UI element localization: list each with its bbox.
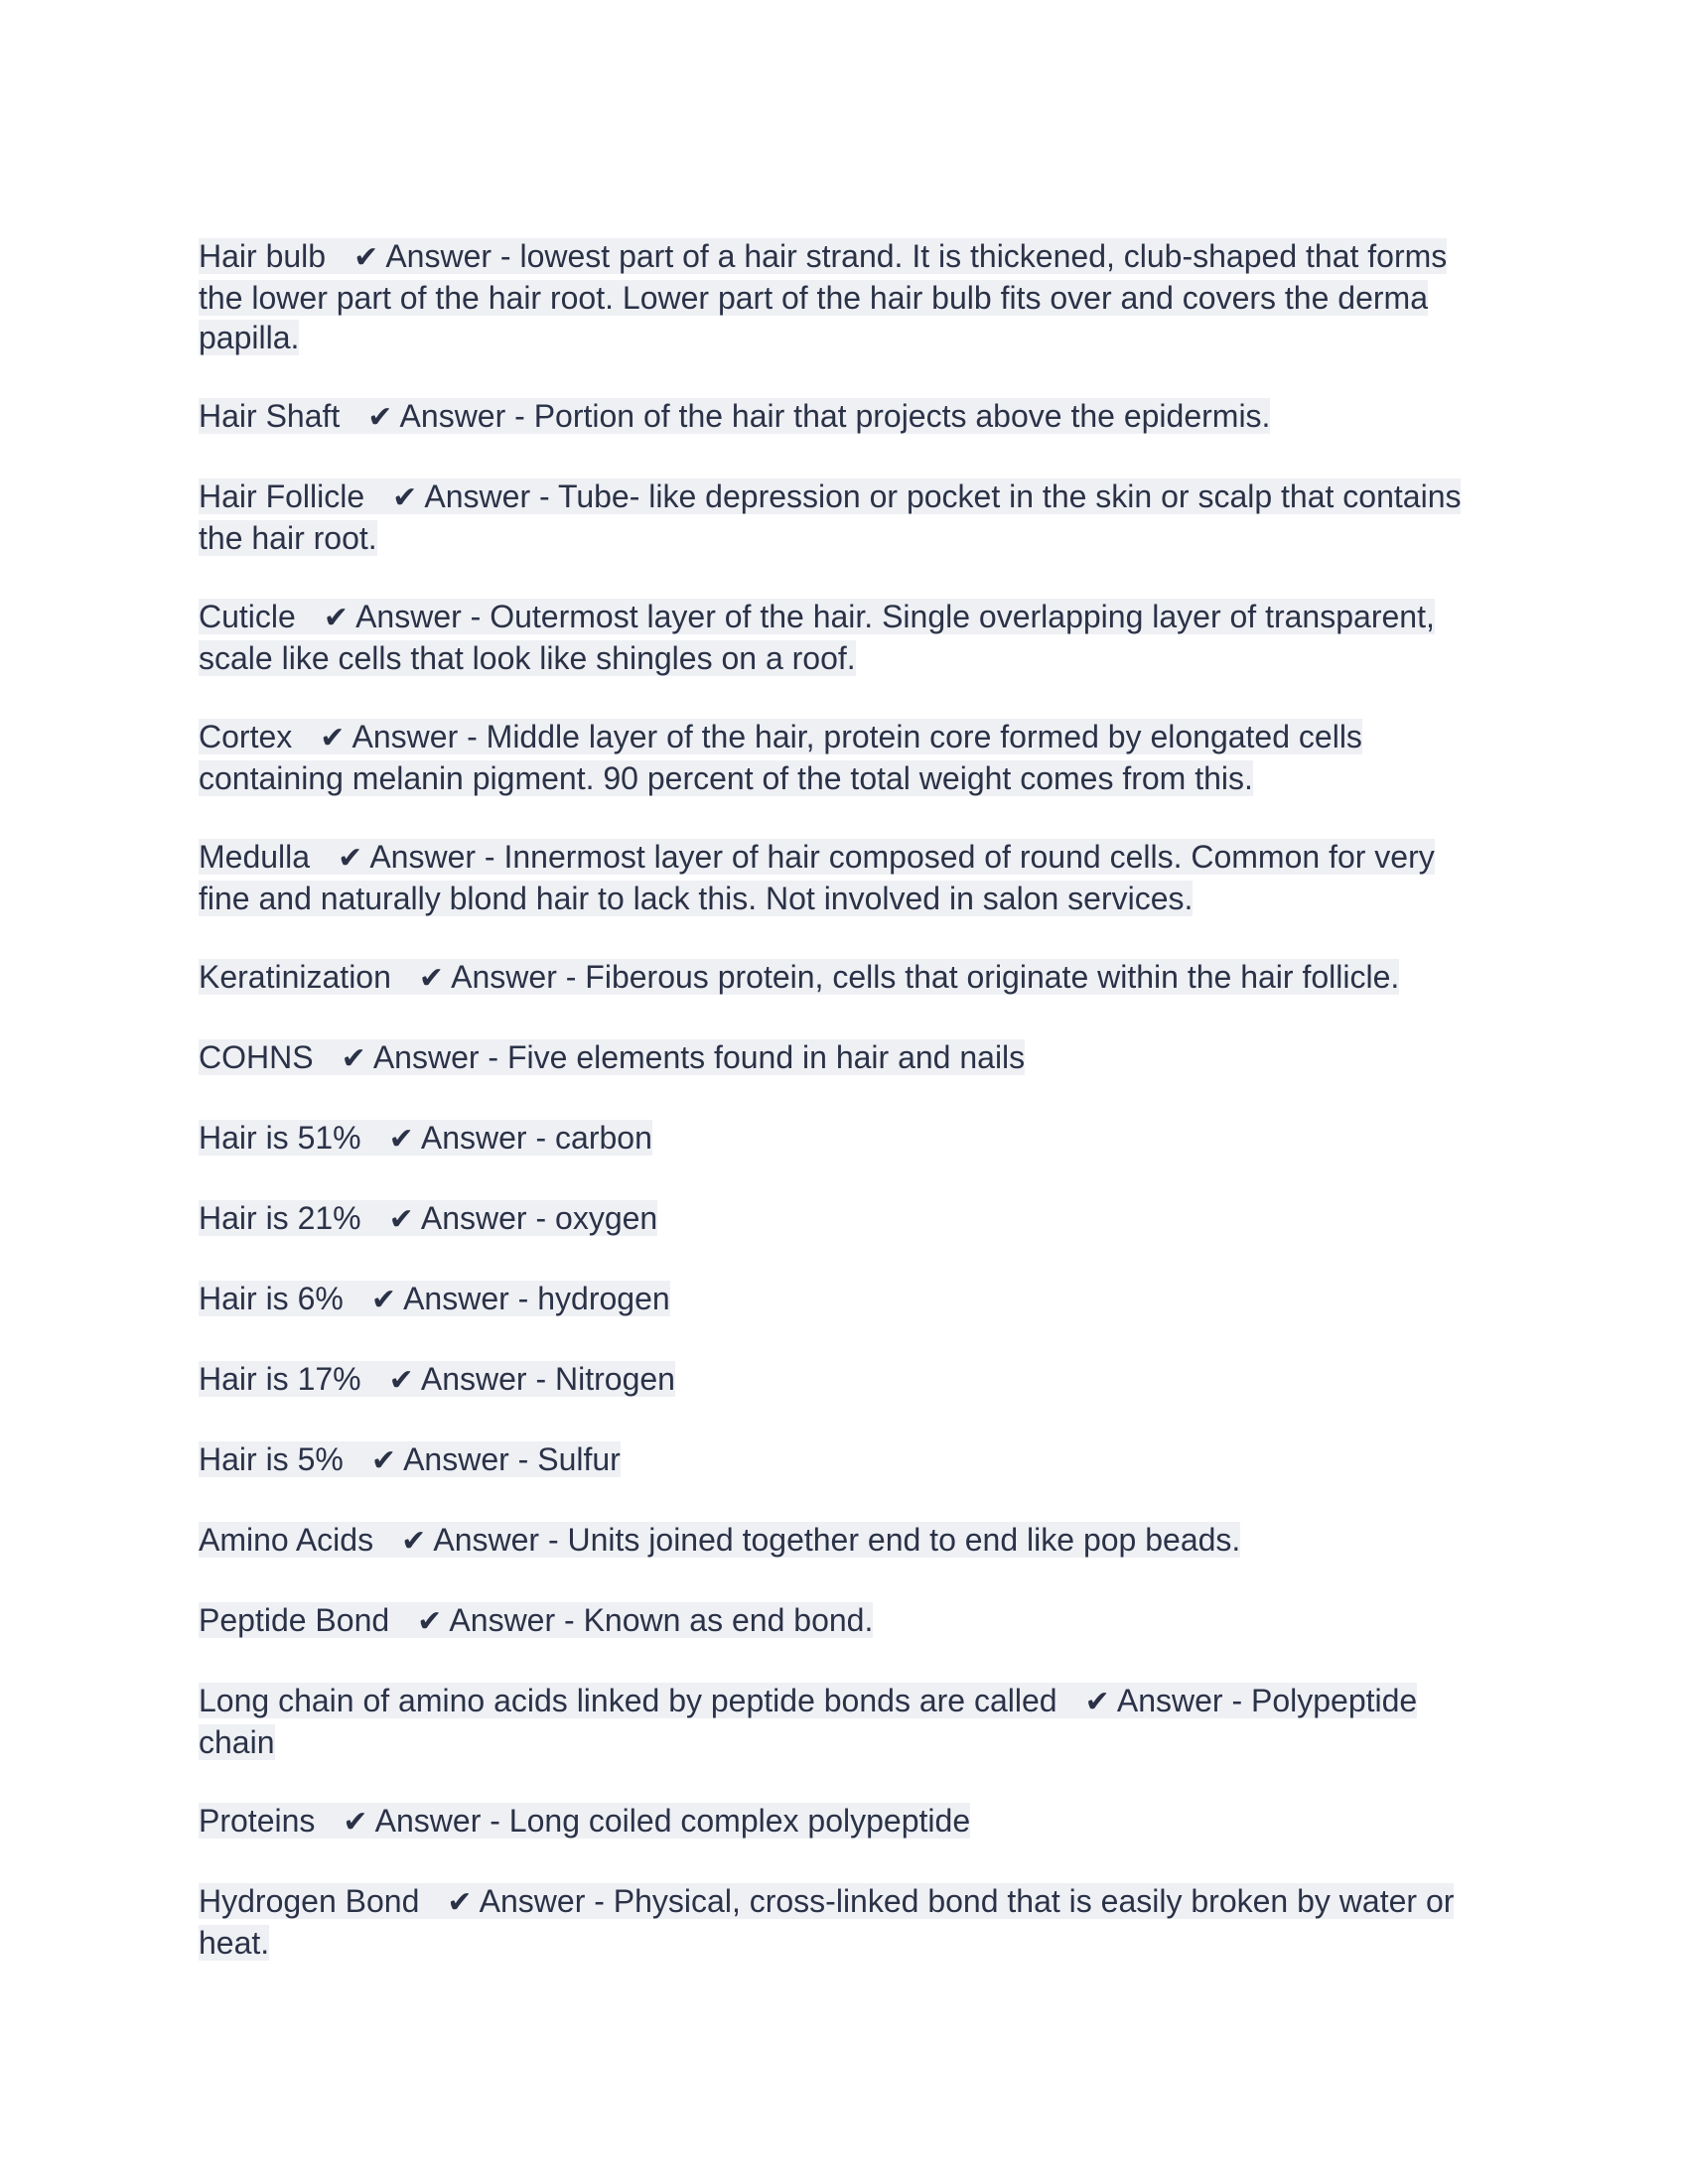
entry-answer: Answer - Sulfur [403, 1441, 621, 1477]
entry-answer: Answer - Five elements found in hair and nails [372, 1039, 1026, 1075]
entry-hair-oxygen [199, 1198, 1489, 1240]
entry-term: Hair is 5% [199, 1441, 344, 1477]
entry-term: Hair Follicle [199, 478, 365, 514]
check-icon: ✔ [341, 1041, 366, 1076]
entry-term: Proteins [199, 1803, 316, 1839]
entry-answer: Answer - Fiberous protein, cells that originate within the hair follicle. [451, 959, 1400, 995]
entry-hydrogen-bond [199, 1881, 1489, 1963]
entry-keratinization [199, 957, 1489, 999]
entry-answer: Answer - Physical, cross-linked bond that is easily broken by water or heat. [199, 1883, 1455, 1961]
entry-term: Amino Acids [199, 1522, 374, 1558]
entry-term: Medulla [199, 839, 311, 875]
entry-cortex [199, 717, 1489, 798]
entry-answer: Answer - Middle layer of the hair, protein core formed by elongated cells containing melanin pigment. 90 percent of the total weight comes from this. [199, 719, 1362, 796]
entry-answer: Answer - Nitrogen [420, 1361, 675, 1397]
check-icon: ✔ [320, 721, 346, 755]
entry-term: Cortex [199, 719, 293, 754]
entry-hair-follicle [199, 477, 1489, 558]
check-icon: ✔ [417, 1604, 443, 1639]
entry-answer: Answer - Polypeptide chain [199, 1683, 1418, 1760]
entry-term: Hair is 17% [199, 1361, 361, 1397]
entry-answer: Answer - Innermost layer of hair composed of round cells. Common for very fine and naturally blond hair to lack this. Not involved in salon services. [199, 839, 1435, 916]
check-icon: ✔ [370, 1283, 396, 1317]
entry-term: COHNS [199, 1039, 314, 1075]
check-icon: ✔ [401, 1524, 427, 1559]
check-icon: ✔ [418, 961, 445, 996]
entry-answer: Answer - Known as end bond. [449, 1602, 874, 1638]
entry-term: Hair is 51% [199, 1120, 361, 1156]
entry-term: Peptide Bond [199, 1602, 390, 1638]
entry-peptide-bond [199, 1600, 1489, 1642]
entry-term: Cuticle [199, 599, 296, 634]
entry-answer: Answer - lowest part of a hair strand. It is thickened, club-shaped that forms the lower part of the hair root. Lower part of the hair bulb fits over and covers the derma papilla. [199, 238, 1448, 355]
check-icon: ✔ [447, 1885, 473, 1920]
entry-hair-shaft [199, 396, 1489, 438]
entry-answer: Answer - Long coiled complex polypeptide [374, 1803, 971, 1839]
entry-cuticle [199, 597, 1489, 678]
entry-amino-acids [199, 1520, 1489, 1562]
check-icon: ✔ [338, 841, 363, 876]
entry-hair-carbon [199, 1118, 1489, 1160]
entry-hair-hydrogen [199, 1279, 1489, 1320]
entry-term: Hair bulb [199, 238, 327, 274]
entry-term: Hydrogen Bond [199, 1883, 420, 1919]
check-icon: ✔ [343, 1805, 368, 1840]
check-icon: ✔ [367, 400, 393, 435]
entry-answer: Answer - Units joined together end to end like pop beads. [433, 1522, 1241, 1558]
entry-term: Keratinization [199, 959, 391, 995]
check-icon: ✔ [323, 601, 349, 635]
entry-term: Hair is 6% [199, 1281, 344, 1316]
entry-answer: Answer - oxygen [420, 1200, 658, 1236]
entry-answer: Answer - carbon [420, 1120, 652, 1156]
check-icon: ✔ [353, 240, 379, 275]
entry-proteins [199, 1801, 1489, 1843]
entry-answer: Answer - Portion of the hair that projects above the epidermis. [399, 398, 1271, 434]
check-icon: ✔ [388, 1363, 414, 1398]
check-icon: ✔ [392, 480, 418, 515]
check-icon: ✔ [388, 1122, 414, 1157]
entry-answer: Answer - Tube- like depression or pocket in the skin or scalp that contains the hair root. [199, 478, 1462, 556]
entry-answer: Answer - hydrogen [403, 1281, 670, 1316]
entry-hair-sulfur [199, 1439, 1489, 1481]
entry-term: Hair is 21% [199, 1200, 361, 1236]
entry-answer: Answer - Outermost layer of the hair. Single overlapping layer of transparent, scale like cells that look like shingles on a roof. [199, 599, 1435, 676]
check-icon: ✔ [388, 1202, 414, 1237]
entry-term: Long chain of amino acids linked by peptide bonds are called [199, 1683, 1057, 1718]
check-icon: ✔ [370, 1443, 396, 1478]
entry-hair-bulb [199, 236, 1489, 357]
entry-cohns [199, 1037, 1489, 1079]
entry-medulla [199, 837, 1489, 918]
check-icon: ✔ [1084, 1685, 1110, 1719]
entry-polypeptide-chain [199, 1681, 1489, 1762]
entry-hair-nitrogen [199, 1359, 1489, 1401]
document-page [199, 236, 1489, 2001]
entry-term: Hair Shaft [199, 398, 341, 434]
